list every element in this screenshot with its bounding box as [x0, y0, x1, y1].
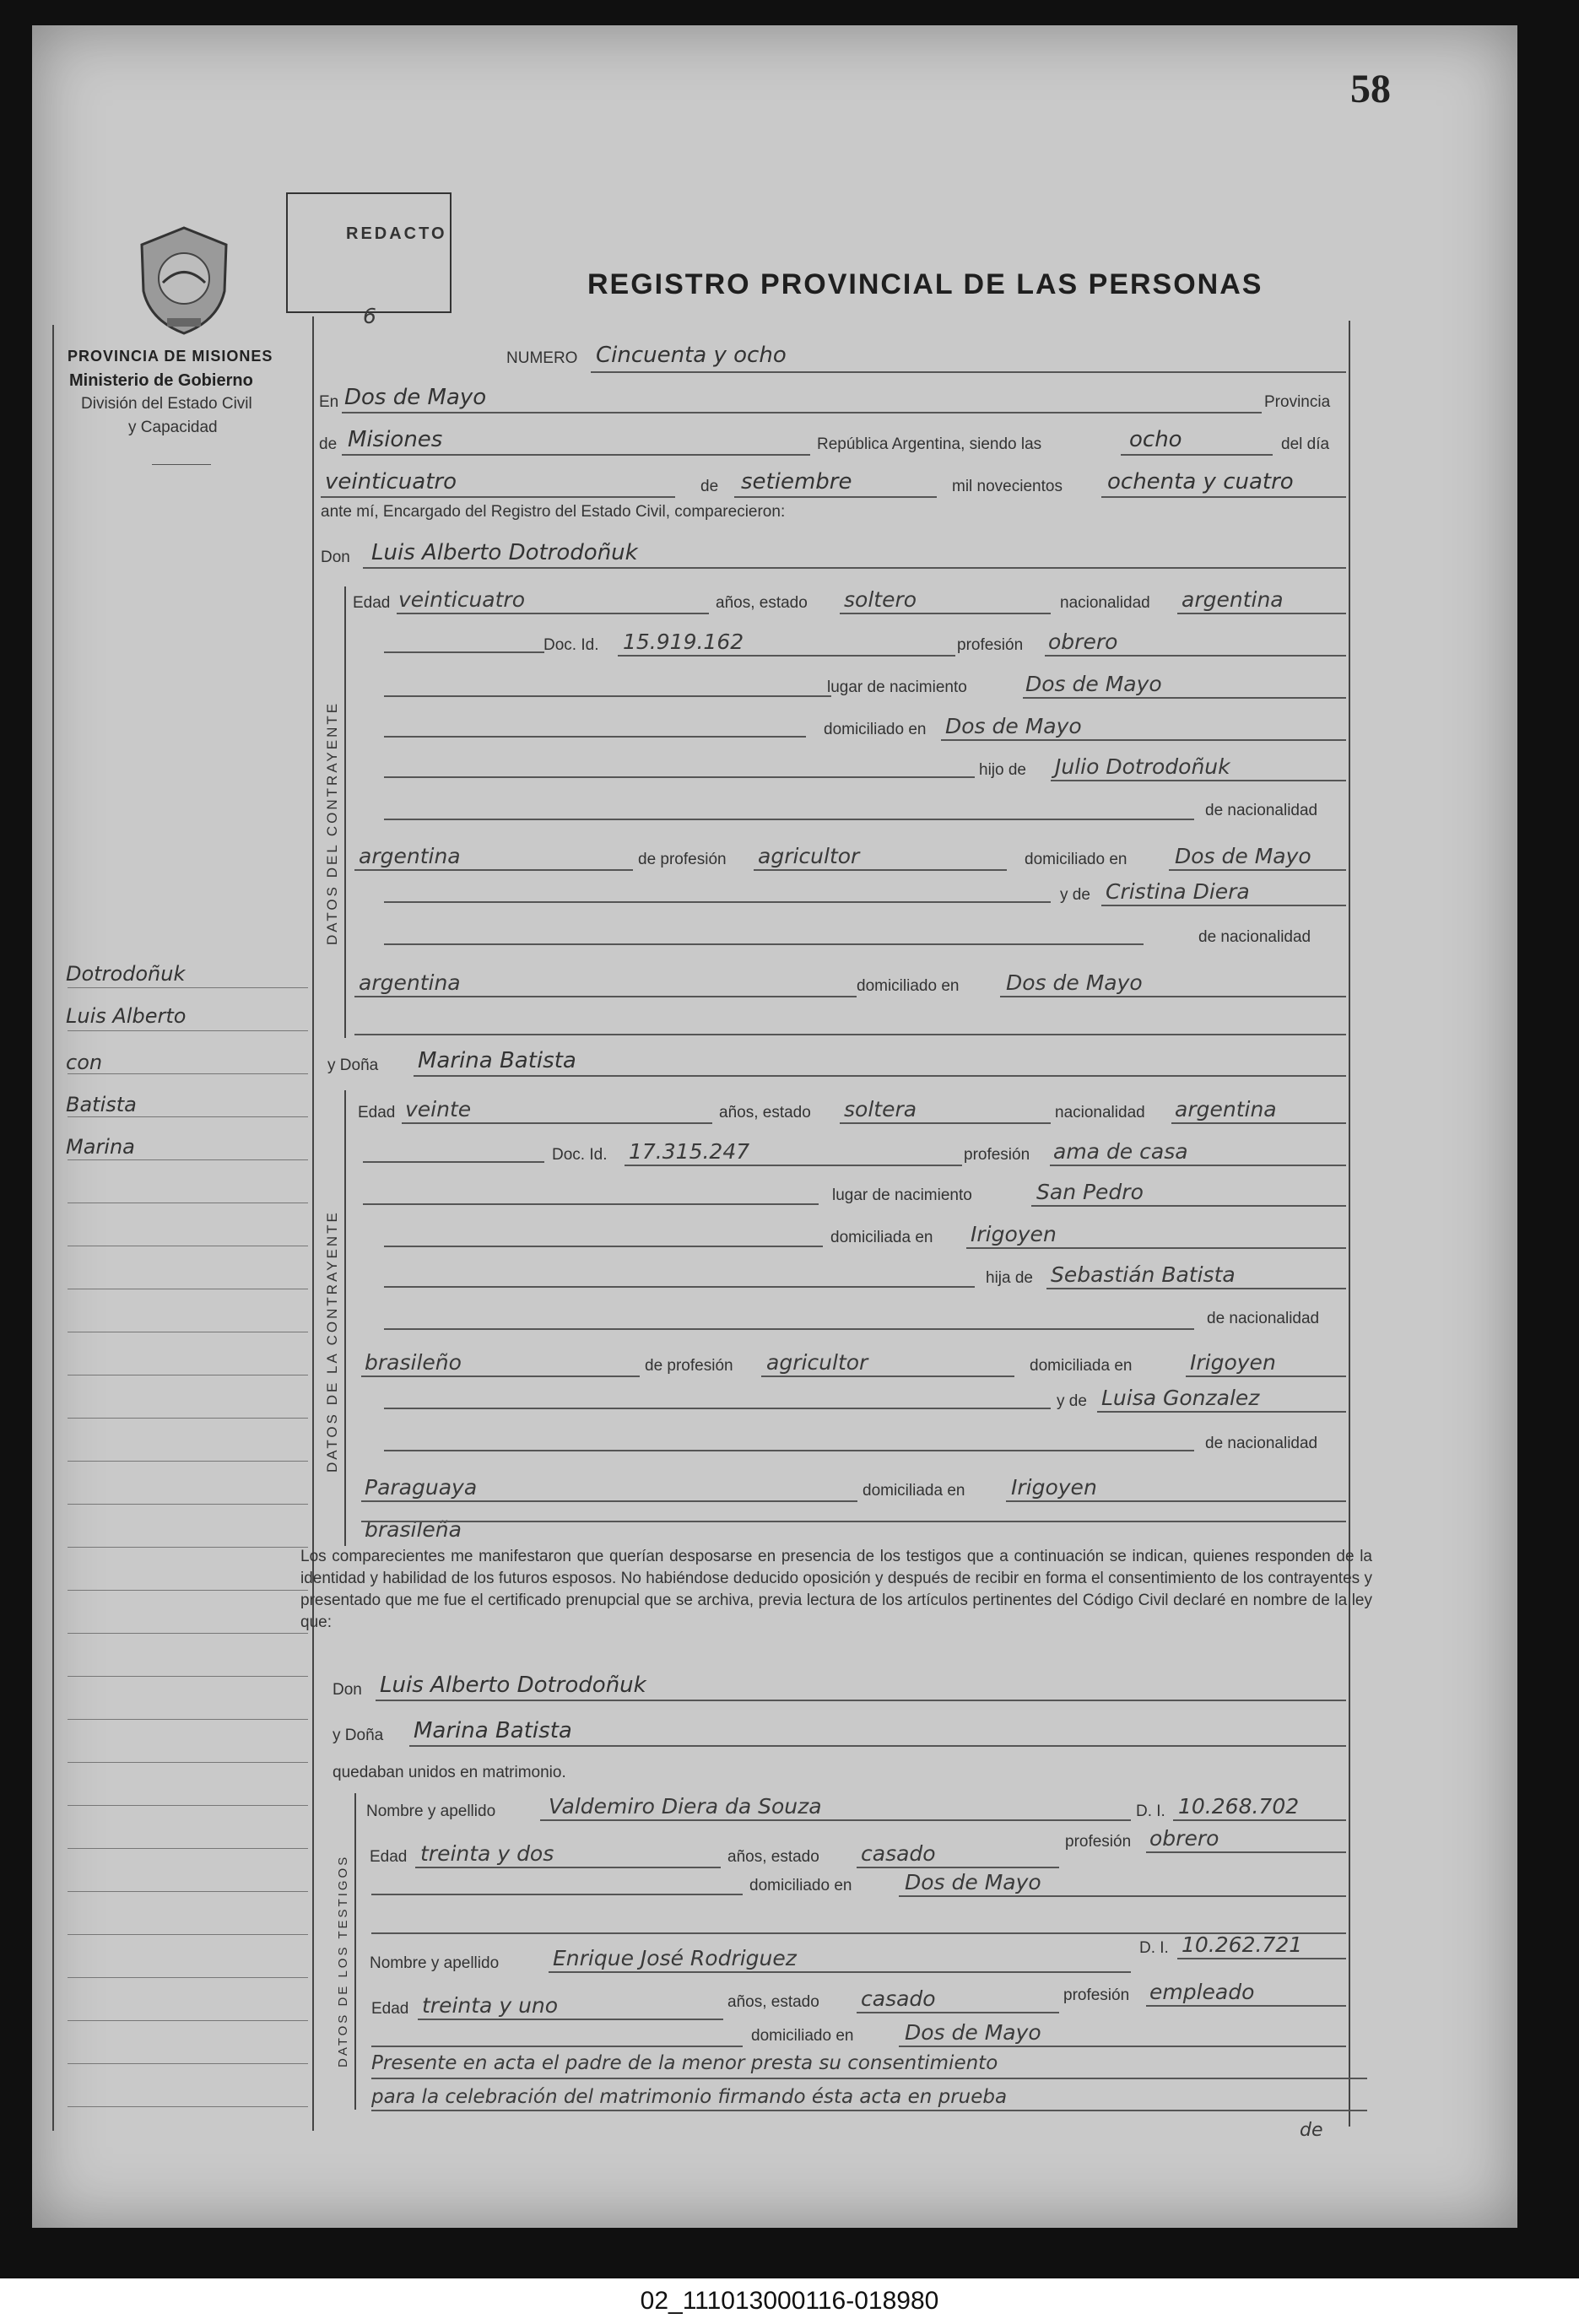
bride-profesion: ama de casa: [1053, 1139, 1188, 1164]
margin-rule: [68, 1073, 308, 1074]
bride-father-prof: agricultor: [766, 1350, 868, 1375]
groom-section-label: DATOS DEL CONTRAYENTE: [324, 700, 340, 945]
anos-label: años, estado: [716, 594, 808, 612]
page-number: 58: [1350, 67, 1391, 111]
closing-note-2: para la celebración del matrimonio firmando ésta acta en prueba: [371, 2086, 1008, 2108]
de-prof-label: de profesión: [638, 851, 727, 868]
w2-nombre: Enrique José Rodriguez: [553, 1946, 797, 1970]
witnesses-section-label: DATOS DE LOS TESTIGOS: [336, 1854, 350, 2067]
w2-edad: treinta y uno: [422, 1993, 559, 2018]
domiciliado-label-2: domiciliado en: [857, 977, 960, 995]
provincia-label: Provincia: [1264, 393, 1331, 411]
w1-edad: treinta y dos: [420, 1841, 554, 1866]
republica-label: República Argentina, siendo las: [817, 435, 1042, 453]
de-nac-label: de nacionalidad: [1207, 1310, 1320, 1327]
bride-name: Marina Batista: [418, 1048, 576, 1073]
bride-mother-nac: Paraguaya: [365, 1475, 478, 1500]
nacionalidad-label: nacionalidad: [1055, 1104, 1145, 1121]
margin-note-line: Dotrodoñuk: [66, 962, 186, 986]
province-value: Misiones: [348, 427, 443, 452]
ante-label: ante mí, Encargado del Registro del Estado Civil, comparecieron:: [321, 503, 786, 521]
del-dia-label: del día: [1281, 435, 1330, 453]
margin-rule: [68, 1977, 308, 1978]
hour-value: ocho: [1129, 427, 1182, 452]
closing-note-1: Presente en acta el padre de la menor presta su consentimiento: [371, 2052, 998, 2074]
margin-rule: [68, 1633, 308, 1634]
province-label: PROVINCIA DE MISIONES: [68, 348, 273, 365]
margin-rule: [68, 2106, 308, 2107]
en-value: Dos de Mayo: [344, 385, 487, 410]
declaration-groom: Luis Alberto Dotrodoñuk: [380, 1673, 646, 1698]
hijo-label: hijo de: [979, 761, 1026, 779]
margin-rule: [68, 1418, 308, 1419]
w1-prof: obrero: [1149, 1826, 1219, 1851]
bride-mother-nac-2: brasileña: [365, 1517, 462, 1542]
de-nac-label-2: de nacionalidad: [1198, 928, 1311, 946]
w1-anos-label: años, estado: [727, 1848, 819, 1866]
margin-rule: [68, 1504, 308, 1505]
margin-rule: [68, 1116, 308, 1117]
margin-rule: [68, 1762, 308, 1763]
w1-edad-label: Edad: [370, 1848, 408, 1866]
bride-section-label: DATOS DE LA CONTRAYENTE: [324, 1210, 340, 1473]
month-value: setiembre: [741, 469, 852, 495]
margin-note-line: con: [66, 1051, 103, 1074]
domic-label: domiciliado en: [824, 721, 927, 738]
nacionalidad-label: nacionalidad: [1060, 594, 1150, 612]
domic-label: domiciliada en: [830, 1229, 933, 1246]
groom-lugar: Dos de Mayo: [1025, 672, 1162, 696]
bride-father-domic: Irigoyen: [1190, 1350, 1276, 1375]
edad-label: Edad: [353, 594, 391, 612]
anos-label: años, estado: [719, 1104, 811, 1121]
bride-father-nac: brasileño: [365, 1350, 462, 1375]
bride-lugar: San Pedro: [1036, 1180, 1144, 1204]
edad-label: Edad: [358, 1104, 396, 1121]
w1-domic-label: domiciliado en: [749, 1877, 852, 1894]
w2-domic-label: domiciliado en: [751, 2027, 854, 2045]
don-label: Don: [321, 549, 350, 566]
closing-mark: de: [1300, 2120, 1323, 2141]
groom-father: Julio Dotrodoñuk: [1055, 754, 1230, 779]
dona-label: y Doña: [327, 1057, 379, 1074]
groom-mother: Cristina Diera: [1106, 879, 1250, 904]
division-label: División del Estado Civil: [81, 395, 252, 413]
de-nac-label-2: de nacionalidad: [1205, 1435, 1318, 1452]
bride-estado: soltera: [844, 1097, 917, 1121]
de-prof-label: de profesión: [645, 1357, 733, 1375]
division-label-2: y Capacidad: [128, 419, 218, 436]
profesion-label: profesión: [964, 1146, 1030, 1164]
redacto-label: REDACTO: [346, 224, 447, 243]
groom-edad: veinticuatro: [398, 587, 525, 612]
w1-estado: casado: [861, 1841, 936, 1866]
numero-label: NUMERO: [506, 349, 578, 367]
margin-rule: [68, 1590, 308, 1591]
lugar-label: lugar de nacimiento: [827, 678, 967, 696]
lugar-label: lugar de nacimiento: [832, 1186, 972, 1204]
margin-rule: [68, 1891, 308, 1892]
w2-estado: casado: [861, 1986, 936, 2011]
groom-domic: Dos de Mayo: [945, 714, 1082, 738]
don-label: Don: [333, 1681, 362, 1699]
margin-rule: [68, 1676, 308, 1677]
image-id-footer: 02_111013000116-018980: [0, 2278, 1579, 2324]
domiciliada-label: domiciliada en: [1030, 1357, 1133, 1375]
w1-domic: Dos de Mayo: [905, 1870, 1041, 1894]
quedaban-text: quedaban unidos en matrimonio.: [333, 1764, 566, 1781]
margin-rule: [68, 1719, 308, 1720]
margin-rule: [68, 1805, 308, 1806]
w2-anos-label: años, estado: [727, 1993, 819, 2011]
ministry-label: Ministerio de Gobierno: [69, 371, 253, 390]
margin-rule: [68, 2063, 308, 2064]
day-value: veinticuatro: [325, 469, 457, 495]
w2-prof: empleado: [1149, 1980, 1255, 2004]
margin-rule: [68, 987, 308, 988]
groom-father-domic: Dos de Mayo: [1175, 844, 1311, 868]
margin-rule: [68, 1030, 308, 1031]
domiciliado-label: domiciliado en: [1025, 851, 1127, 868]
de-nac-label: de nacionalidad: [1205, 802, 1318, 819]
bride-mother: Luisa Gonzalez: [1101, 1386, 1260, 1410]
bride-doc: 17.315.247: [629, 1139, 750, 1164]
w2-nombre-label: Nombre y apellido: [370, 1954, 500, 1972]
w2-di: 10.262.721: [1182, 1932, 1303, 1957]
profesion-label: profesión: [957, 636, 1024, 654]
document-title: REGISTRO PROVINCIAL DE LAS PERSONAS: [587, 268, 1263, 300]
year-value: ochenta y cuatro: [1107, 469, 1294, 495]
groom-mother-domic: Dos de Mayo: [1006, 970, 1143, 995]
provincial-seal: [133, 224, 235, 342]
y-de-label: y de: [1057, 1392, 1087, 1410]
groom-name: Luis Alberto Dotrodoñuk: [371, 540, 638, 565]
margin-rule: [68, 1848, 308, 1849]
groom-profesion: obrero: [1048, 630, 1118, 654]
margin-rule: [68, 1461, 308, 1462]
dona-label: y Doña: [333, 1727, 384, 1744]
margin-rule: [68, 2020, 308, 2021]
margin-rule: [68, 1547, 308, 1548]
groom-father-nac: argentina: [359, 844, 461, 868]
margin-rule: [68, 1934, 308, 1935]
doc-label: Doc. Id.: [552, 1146, 608, 1164]
w2-domic: Dos de Mayo: [905, 2020, 1041, 2045]
w1-di-label: D. I.: [1136, 1802, 1165, 1820]
declaration-text: Los comparecientes me manifestaron que querían desposarse en presencia de los testigos que a continuación se indican, quienes responden de la identidad y habilidad de los futuros esposos. No habiéndose deducido oposición y después de recibir en forma el consentimiento de los contrayentes y presentado que me fue el certificado prenupcial que se archiva, previa lectura de los artículos pertinentes del Código Civil declaré en nombre de la ley que:: [300, 1548, 1372, 1631]
bride-nacionalidad: argentina: [1175, 1097, 1277, 1121]
margin-note-line: Luis Alberto: [66, 1004, 187, 1028]
doc-label: Doc. Id.: [543, 636, 599, 654]
groom-father-prof: agricultor: [758, 844, 860, 868]
bride-edad: veinte: [405, 1097, 472, 1121]
hija-label: hija de: [986, 1269, 1033, 1287]
groom-estado: soltero: [844, 587, 917, 612]
w1-di: 10.268.702: [1178, 1794, 1300, 1819]
w1-nombre: Valdemiro Diera da Souza: [549, 1794, 822, 1819]
w2-prof-label: profesión: [1063, 1986, 1130, 2004]
numero-value: Cincuenta y ocho: [596, 343, 787, 368]
margin-note-line: Marina: [66, 1135, 135, 1159]
margin-note-line: Batista: [66, 1093, 137, 1116]
w1-nombre-label: Nombre y apellido: [366, 1802, 496, 1820]
de-label: de: [319, 435, 338, 453]
w1-prof-label: profesión: [1065, 1833, 1132, 1851]
domiciliada-label-2: domiciliada en: [863, 1482, 965, 1500]
w2-edad-label: Edad: [371, 2000, 409, 2018]
bride-mother-domic: Irigoyen: [1011, 1475, 1097, 1500]
w2-di-label: D. I.: [1139, 1939, 1169, 1957]
redacto-box: [286, 192, 452, 313]
en-label: En: [319, 393, 339, 411]
redacto-mark: 6: [363, 304, 376, 328]
groom-doc: 15.919.162: [623, 630, 744, 654]
declaration-bride: Marina Batista: [414, 1718, 572, 1743]
groom-mother-nac: argentina: [359, 970, 461, 995]
bride-domic: Irigoyen: [971, 1222, 1057, 1246]
bride-father: Sebastián Batista: [1051, 1262, 1236, 1287]
margin-rule: [68, 1159, 308, 1160]
y-de-label: y de: [1060, 886, 1090, 904]
mil-label: mil novecientos: [952, 478, 1063, 495]
de-label-2: de: [700, 478, 719, 495]
groom-nacionalidad: argentina: [1182, 587, 1284, 612]
